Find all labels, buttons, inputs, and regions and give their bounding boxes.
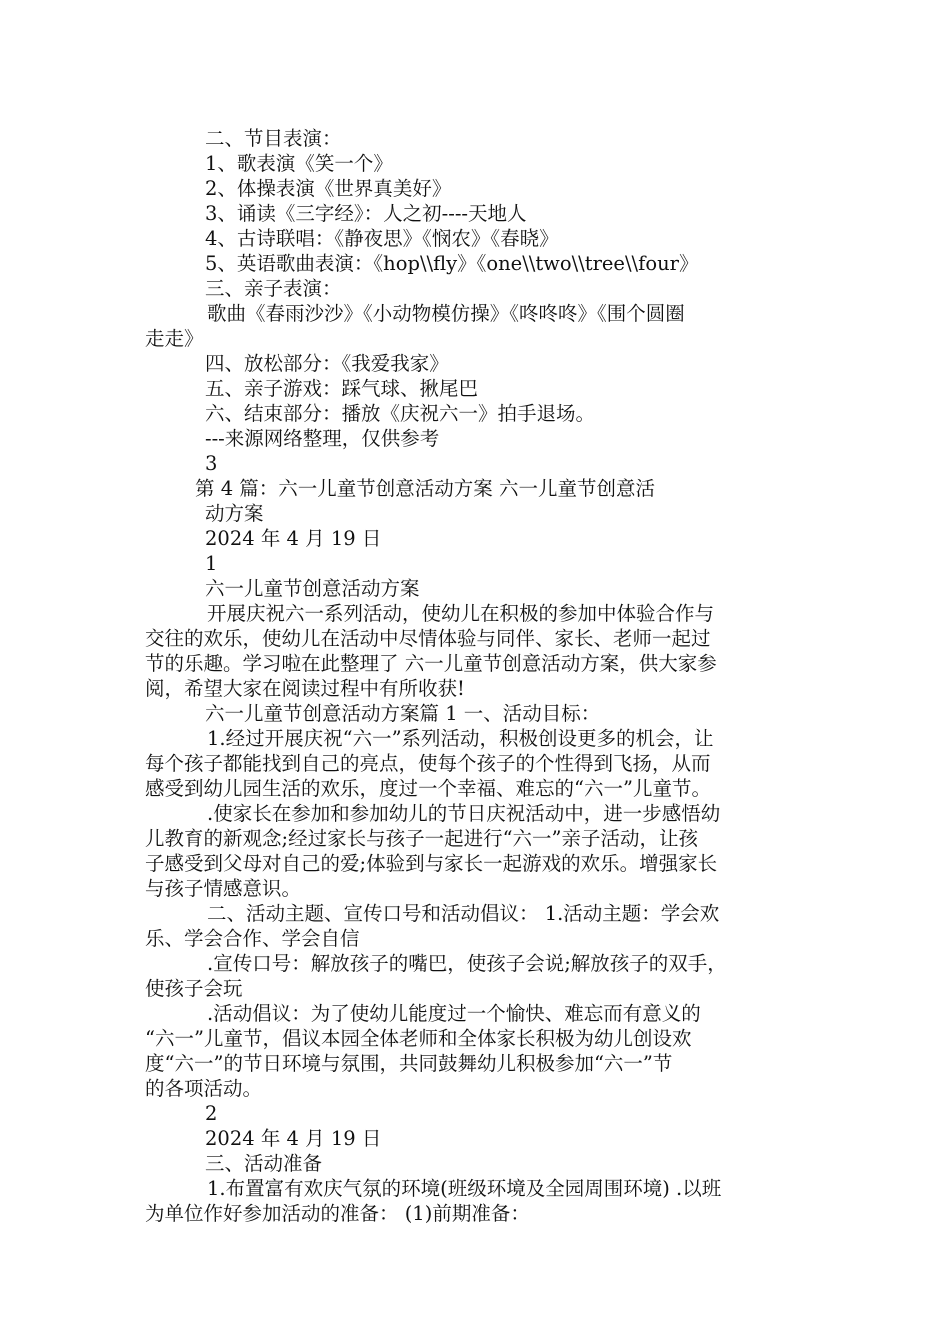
text-line: 使孩子会玩 — [145, 977, 243, 1000]
text-line: 为单位作好参加活动的准备： (1)前期准备： — [145, 1202, 530, 1225]
page-number: 3 — [205, 452, 218, 475]
date-line: 2024 年 4 月 19 日 — [205, 527, 382, 550]
section-heading: 第 4 篇：六一儿童节创意活动方案 六一儿童节创意活 — [195, 477, 656, 500]
text-line: 1.布置富有欢庆气氛的环境(班级环境及全园周围环境) .以班 — [207, 1177, 722, 1200]
text-line: 的各项活动。 — [145, 1077, 263, 1100]
text-line: 2、体操表演《世界真美好》 — [205, 177, 452, 200]
text-line: 四、放松部分：《我爱我家》 — [205, 352, 449, 375]
text-line: 六、结束部分：播放《庆祝六一》拍手退场。 — [205, 402, 596, 425]
text-line: 子感受到父母对自己的爱;体验到与家长一起游戏的欢乐。增强家长 — [145, 852, 718, 875]
text-line: 每个孩子都能找到自己的亮点，使每个孩子的个性得到飞扬，从而 — [145, 752, 711, 775]
page-number: 2 — [205, 1102, 218, 1125]
text-line: 3、诵读《三字经》：人之初----天地人 — [205, 202, 527, 225]
text-line: 节的乐趣。学习啦在此整理了 六一儿童节创意活动方案，供大家参 — [145, 652, 717, 675]
text-line: 5、英语歌曲表演：《hop\\fly》《one\\two\\tree\\four》 — [205, 252, 699, 275]
text-line: ---来源网络整理，仅供参考 — [205, 427, 440, 450]
text-line: 二、节目表演： — [205, 127, 342, 150]
text-line: 1.经过开展庆祝“六一”系列活动，积极创设更多的机会，让 — [207, 727, 714, 750]
text-line: 三、亲子表演： — [205, 277, 342, 300]
text-line: 乐、学会合作、学会自信 — [145, 927, 360, 950]
text-line: 与孩子情感意识。 — [145, 877, 302, 900]
text-line: 感受到幼儿园生活的欢乐，度过一个幸福、难忘的“六一”儿童节。 — [145, 777, 711, 800]
text-line: 六一儿童节创意活动方案篇 1 一、活动目标： — [205, 702, 601, 725]
text-line: 三、活动准备 — [205, 1152, 323, 1175]
text-line: 走走》 — [145, 327, 204, 350]
text-line: “六一”儿童节，倡议本园全体老师和全体家长积极为幼儿创设欢 — [145, 1027, 692, 1050]
text-line: .使家长在参加和参加幼儿的节日庆祝活动中，进一步感悟幼 — [207, 802, 721, 825]
text-line: 1、歌表演《笑一个》 — [205, 152, 393, 175]
text-line: 二、活动主题、宣传口号和活动倡议： 1.活动主题：学会欢 — [207, 902, 720, 925]
section-heading-cont: 动方案 — [205, 502, 264, 525]
text-line: 五、亲子游戏：踩气球、揪尾巴 — [205, 377, 479, 400]
text-line: 歌曲《春雨沙沙》《小动物模仿操》《咚咚咚》《围个圆圈 — [207, 302, 685, 325]
text-line: 阅，希望大家在阅读过程中有所收获! — [145, 677, 465, 700]
text-line: 开展庆祝六一系列活动，使幼儿在积极的参加中体验合作与 — [207, 602, 715, 625]
text-line: 4、古诗联唱：《静夜思》《悯农》《春晓》 — [205, 227, 559, 250]
text-line: .宣传口号：解放孩子的嘴巴，使孩子会说;解放孩子的双手， — [207, 952, 727, 975]
text-line: 交往的欢乐，使幼儿在活动中尽情体验与同伴、家长、老师一起过 — [145, 627, 711, 650]
date-line: 2024 年 4 月 19 日 — [205, 1127, 382, 1150]
doc-title: 六一儿童节创意活动方案 — [205, 577, 420, 600]
page-number: 1 — [205, 552, 218, 575]
text-line: 儿教育的新观念;经过家长与孩子一起进行“六一”亲子活动，让孩 — [145, 827, 699, 850]
text-line: .活动倡议：为了使幼儿能度过一个愉快、难忘而有意义的 — [207, 1002, 701, 1025]
text-line: 度“六一”的节日环境与氛围，共同鼓舞幼儿积极参加“六一”节 — [145, 1052, 673, 1075]
